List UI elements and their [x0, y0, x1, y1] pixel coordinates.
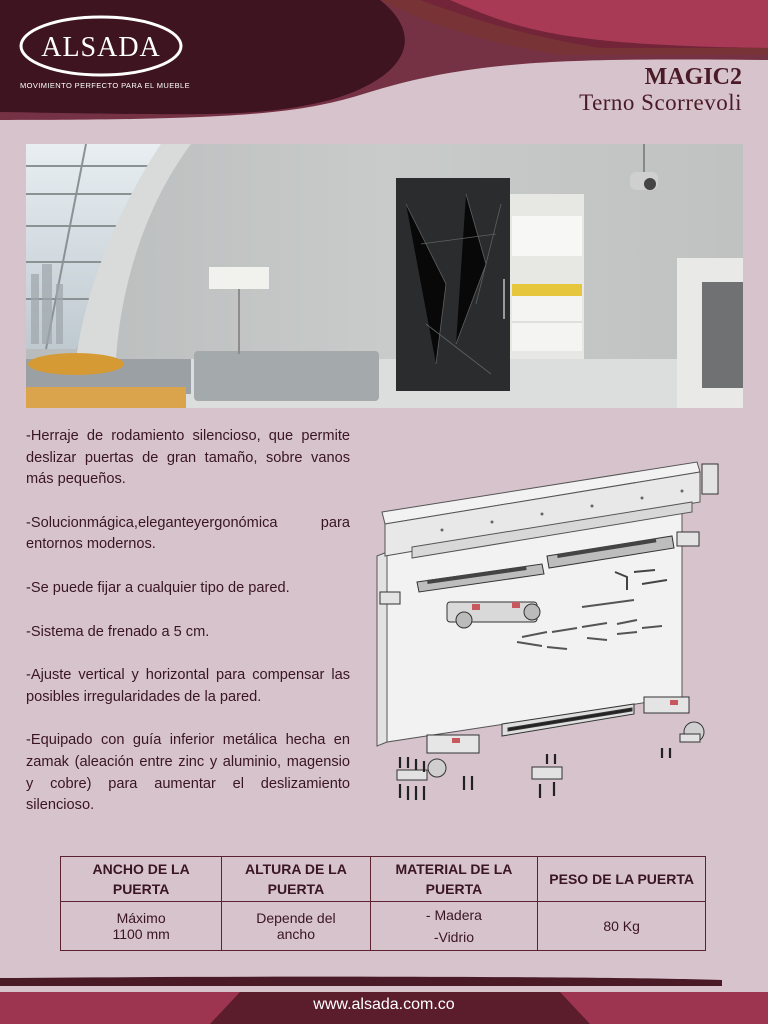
cell-line: -Vidrio	[433, 929, 475, 945]
cell-line: Depende del	[256, 910, 336, 926]
feature-item: -Solucionmágica,eleganteyergonómica para entornos modernos.	[26, 514, 350, 553]
cell-line: 1100 mm	[112, 926, 170, 942]
cell-line: Máximo	[116, 910, 166, 926]
table-header-row	[61, 857, 706, 902]
header-door-width: ANCHO DE LA PUERTA	[61, 857, 222, 902]
header-door-weight: PESO DE LA PUERTA	[538, 857, 706, 902]
feature-item: -Sistema de frenado a 5 cm.	[26, 623, 210, 640]
brand-tagline: MOVIMIENTO PERFECTO PARA EL MUEBLE	[20, 81, 191, 90]
cell-line: - Madera	[425, 907, 482, 923]
feature-item: -Ajuste vertical y horizontal para compensar las posibles irregularidades de la pared.	[26, 667, 350, 705]
feature-item: -Herraje de rodamiento silencioso, que permite deslizar puertas de gran tamaño, sobre vanos más pequeños.	[26, 428, 350, 488]
spec-table	[60, 856, 706, 951]
hardware-diagram	[372, 452, 722, 812]
product-subtitle: Terno Scorrevoli	[579, 90, 742, 115]
feature-item: -Se puede fijar a cualquier tipo de pared.	[26, 579, 290, 596]
cell-door-weight: 80 Kg	[538, 902, 706, 951]
cell-line: ancho	[276, 926, 315, 942]
cell-door-height	[222, 902, 370, 951]
table-row	[61, 902, 706, 951]
cell-door-width	[61, 902, 222, 951]
feature-list	[26, 426, 350, 839]
product-photo	[26, 144, 743, 408]
logo-text: ALSADA	[41, 32, 161, 63]
website-link[interactable]: www.alsada.com.co	[313, 996, 455, 1013]
cell-door-material	[370, 902, 538, 951]
header-door-height: ALTURA DE LA PUERTA	[222, 857, 370, 902]
header-door-material: MATERIAL DE LA PUERTA	[370, 857, 538, 902]
feature-item: -Equipado con guía inferior metálica hecha en zamak (aleación entre zinc y aluminio, magensio y cobre) para aumentar el deslizamiento silencioso.	[26, 732, 350, 814]
product-name: MAGIC2	[644, 64, 742, 90]
